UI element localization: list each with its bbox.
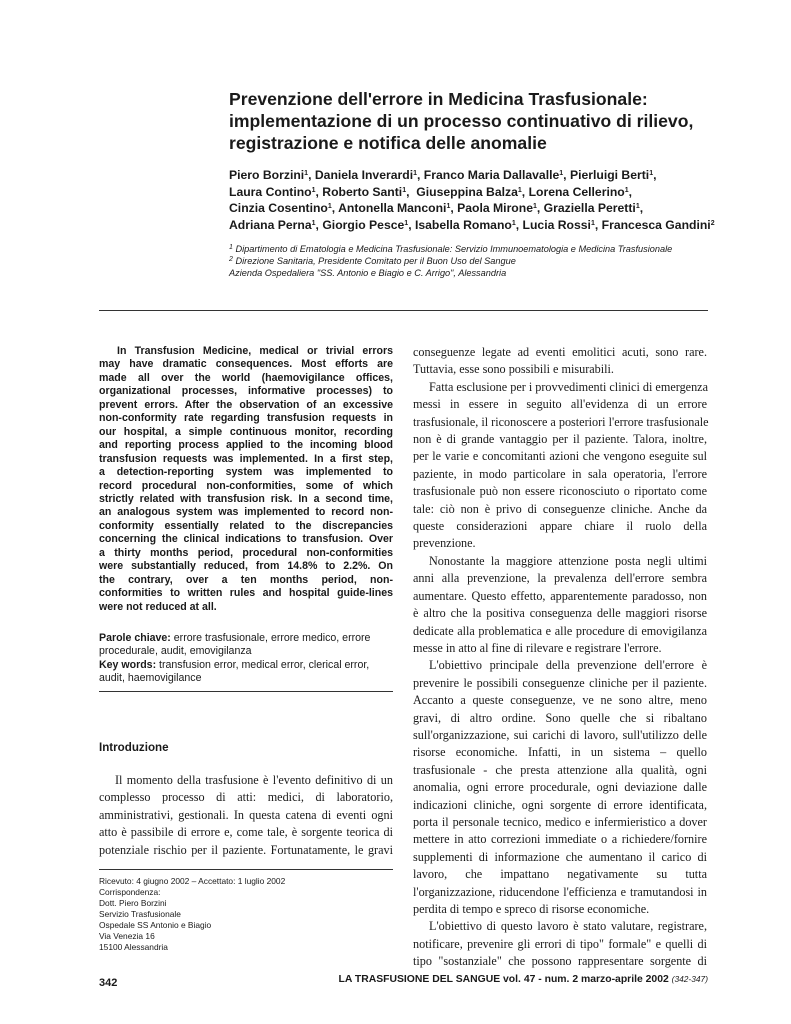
text-line: per le varie e concomitanti azioni che vengono eseguite sul bbox=[413, 449, 707, 464]
note-line: Corrispondenza: bbox=[99, 887, 161, 897]
section-heading: Introduzione bbox=[99, 741, 169, 754]
text-line: non è di grande vantaggio per il paziente. Talora, inoltre, bbox=[413, 432, 707, 447]
text-line: notificare, prevenire gli errori di tipo" formale" e quelli di bbox=[413, 936, 707, 951]
text-line: gravi, di altro ordine. Sono quelle che si ribaltano bbox=[413, 710, 707, 725]
text-line: paziente, in modo particolare in sala operatoria, l'errore bbox=[413, 466, 707, 481]
affiliation-number: 2 bbox=[229, 256, 233, 263]
author-list bbox=[229, 167, 729, 233]
text-line: trasfusionale, il riconoscere a posteriori l'errore trasfusionale bbox=[413, 414, 709, 429]
affiliation-marker: 1 bbox=[532, 203, 537, 210]
note-line: Ospedale SS Antonio e Biagio bbox=[99, 920, 212, 930]
author-separator: , bbox=[331, 201, 339, 215]
text-line: messi in essere in seguito all'evidenza di un errore bbox=[413, 397, 707, 412]
text-line: perdita di tempo e spreco di risorse economiche. bbox=[413, 902, 650, 916]
author-name: Lucia Rossi bbox=[522, 217, 591, 232]
note-line: Servizio Trasfusionale bbox=[99, 909, 181, 919]
abstract-line: concerning the clinical indications to transfusion. Over bbox=[99, 533, 393, 546]
author-name: Paola Mirone bbox=[457, 201, 533, 215]
affiliation-marker: 1 bbox=[649, 170, 654, 177]
text-line: queste considerazioni appare chiare il ruolo della bbox=[413, 519, 707, 534]
text-line: tipo "sostanziale" che possono rappresentare sorgente di bbox=[413, 954, 707, 969]
affiliation-line bbox=[229, 255, 729, 267]
author-line bbox=[229, 167, 729, 184]
author-name: Antonella Manconi bbox=[338, 201, 447, 215]
author-name: Graziella Peretti bbox=[543, 201, 636, 215]
affiliation-marker: 1 bbox=[311, 219, 316, 227]
abstract-line: and reporting process applied to the incoming blood bbox=[99, 439, 393, 452]
text-line: l'organizzazione, riducendone l'efficienza e tramutandosi in bbox=[413, 884, 707, 899]
abstract-line: conformity essentially related to the discrepancies bbox=[99, 519, 393, 532]
affiliation-marker: 1 bbox=[635, 203, 640, 210]
author-name: Franco Maria Dallavalle bbox=[423, 168, 560, 182]
author-name: Piero Borzini bbox=[229, 168, 305, 182]
journal-footer bbox=[328, 974, 708, 985]
text-line: trasfusionale può non essere riconosciuto o riportato come bbox=[413, 484, 707, 499]
affiliation-marker: 1 bbox=[511, 219, 516, 227]
text-line: Fatta esclusione per i provvedimenti clinici di emergenza bbox=[429, 379, 708, 394]
footnote-divider bbox=[99, 869, 393, 870]
affiliation-marker: 1 bbox=[590, 219, 595, 227]
text-line: dedicate alla problematica e alle procedure di emovigilanza bbox=[413, 623, 707, 638]
text-line: porta il personale tecnico, medico e infermieristico a dover bbox=[413, 814, 707, 829]
abstract-line: prevent errors. After the observation of an excessive bbox=[99, 398, 393, 411]
affiliation-marker: 2 bbox=[710, 219, 715, 227]
abstract-line: a thirty months period, procedural non-conformities bbox=[99, 546, 393, 559]
text-line: Il momento della trasfusione è l'evento definitivo di un bbox=[115, 773, 393, 787]
abstract-line: may have dramatic consequences. Most efforts are bbox=[99, 358, 393, 371]
abstract-line: non-conformity rate regarding transfusion requests in bbox=[99, 412, 393, 425]
abstract-line: were substantially reduced, from 14.8% to 2.2%. On bbox=[99, 560, 393, 573]
author-separator: , bbox=[563, 168, 570, 182]
abstract-line: were not reduced at all. bbox=[99, 600, 217, 613]
author-separator: , bbox=[417, 168, 424, 182]
keywords-label: Key words: bbox=[99, 659, 157, 671]
affiliation-marker: 1 bbox=[404, 219, 409, 227]
journal-citation: LA TRASFUSIONE DEL SANGUE vol. 47 - num. 2 marzo-aprile 2002 bbox=[338, 974, 669, 985]
author-separator: , bbox=[536, 201, 544, 215]
text-line: mettere in atto correzioni immediate o a richiedere/fornire bbox=[413, 832, 707, 847]
author-separator: , bbox=[315, 184, 323, 199]
text-line: complesso processo di atti: medici, di laboratorio, bbox=[99, 790, 393, 805]
abstract-line: organizational processes, informative processes) to bbox=[99, 385, 393, 398]
text-line: L'obiettivo principale della prevenzione dell'errore è bbox=[429, 658, 707, 673]
note-line: Dott. Piero Borzini bbox=[99, 898, 167, 908]
keywords-text: transfusion error, medical error, clerical error, audit, haemovigilance bbox=[99, 659, 370, 685]
page-number: 342 bbox=[99, 977, 118, 989]
author-separator: , bbox=[515, 217, 523, 232]
article-title bbox=[229, 88, 729, 154]
abstract-line: In Transfusion Medicine, medical or trivial errors bbox=[117, 345, 393, 357]
abstract-line: the contrary, over a ten months period, non- bbox=[99, 573, 393, 586]
note-line: 15100 Alessandria bbox=[99, 942, 168, 952]
text-line: tale: ciò non è privo di conseguenze cliniche. Anche da bbox=[413, 501, 707, 516]
text-line: L'obiettivo di questo lavoro è stato valutare, registrare, bbox=[429, 919, 707, 934]
note-line: Ricevuto: 4 giugno 2002 – Accettato: 1 luglio 2002 bbox=[99, 876, 286, 886]
affiliation-text: Azienda Ospedaliera "SS. Antonio e Biagio e C. Arrigo", Alessandria bbox=[229, 268, 507, 278]
author-separator: , bbox=[406, 184, 417, 199]
author-name: Laura Contino bbox=[229, 184, 312, 199]
text-line: risorse economiche. Infatti, in un sistema – quello bbox=[413, 745, 707, 760]
text-line: anomalia, ogni errore procedurale, ogni deviazione dalle bbox=[413, 780, 707, 795]
abstract-line: an analogous system was implemented to record non- bbox=[99, 506, 393, 519]
affiliation-marker: 1 bbox=[413, 170, 417, 177]
author-separator: , bbox=[315, 217, 323, 232]
author-name: Adriana Perna bbox=[229, 217, 312, 232]
text-line: Tuttavia, esse sono possibili e misurabili. bbox=[413, 362, 614, 377]
author-separator: , bbox=[628, 184, 633, 199]
title-line: registrazione e notifica delle anomalie bbox=[229, 133, 547, 153]
abstract-line: our hospital, a simple continuous monitor, recording bbox=[99, 425, 393, 438]
text-line: sull'organizzazione, sui carichi di lavoro, sull'utilizzo delle bbox=[413, 727, 707, 742]
page-range: (342-347) bbox=[671, 974, 708, 984]
affiliation-marker: 1 bbox=[311, 186, 316, 194]
text-line: aumentare. Questo effetto, apparentemente paradosso, non bbox=[413, 588, 707, 603]
author-separator: , bbox=[521, 184, 529, 199]
author-separator: , bbox=[308, 168, 315, 182]
text-line: anni alla prevenzione, la prevalenza dell'errore sembra bbox=[413, 571, 707, 586]
keywords-text: errore trasfusionale, errore medico, errore procedurale, audit, emovigilanza bbox=[99, 632, 371, 658]
text-line: indicazioni cliniche, ogni sorgente di errore identificata, bbox=[413, 797, 707, 812]
text-line: atto è passibile di errore e, come tale, è sorgente teorica di bbox=[99, 825, 393, 840]
abstract bbox=[99, 345, 393, 614]
abstract-line: strictly related with transfusion risk. In a second time, bbox=[99, 492, 393, 505]
affiliation-marker: 1 bbox=[327, 203, 332, 210]
author-line bbox=[229, 217, 729, 234]
affiliation-marker: 1 bbox=[402, 186, 407, 194]
text-line: Nonostante la maggiore attenzione posta negli ultimi bbox=[429, 553, 707, 568]
affiliation-line bbox=[229, 267, 729, 279]
author-name: Francesca Gandini bbox=[601, 217, 711, 232]
author-separator: , bbox=[594, 217, 602, 232]
author-separator: , bbox=[653, 168, 657, 182]
header-divider bbox=[99, 310, 708, 311]
text-line: supplementi di informazione che aumentano il carico di bbox=[413, 849, 707, 864]
author-separator: , bbox=[408, 217, 415, 232]
abstract-divider bbox=[99, 691, 393, 692]
affiliation-marker: 1 bbox=[559, 170, 564, 177]
title-line: Prevenzione dell'errore in Medicina Trasfusionale: bbox=[229, 89, 648, 109]
abstract-line: record procedural non-conformities, some of which bbox=[99, 479, 393, 492]
author-name: Isabella Romano bbox=[414, 217, 512, 232]
author-name: Daniela Inverardi bbox=[314, 168, 414, 182]
correspondence-note bbox=[99, 876, 393, 953]
author-name: Roberto Santi bbox=[322, 184, 403, 199]
keywords-italian bbox=[99, 632, 393, 658]
affiliations bbox=[229, 243, 729, 279]
text-line: messe in atto al fine di rilevare e registrare l'errore. bbox=[413, 640, 662, 655]
introduction-text bbox=[99, 772, 393, 859]
author-line bbox=[229, 200, 729, 217]
affiliation-number: 1 bbox=[229, 244, 233, 251]
affiliation-marker: 1 bbox=[517, 186, 522, 194]
author-name: Lorena Cellerino bbox=[528, 184, 625, 199]
text-line: lavoro, che impattano negativamente su tutta bbox=[413, 867, 707, 882]
text-line: prevenire le possibili conseguenze cliniche per il paziente. bbox=[413, 675, 707, 690]
affiliation-marker: 1 bbox=[624, 186, 629, 194]
keywords-english bbox=[99, 659, 393, 685]
abstract-line: a detection-reporting system was implemented to bbox=[99, 466, 393, 479]
author-separator: , bbox=[450, 201, 458, 215]
note-line: Via Venezia 16 bbox=[99, 931, 155, 941]
keywords-label: Parole chiave: bbox=[99, 632, 171, 644]
author-line bbox=[229, 184, 729, 201]
author-name: Giuseppina Balza bbox=[416, 184, 518, 199]
affiliation-marker: 1 bbox=[304, 170, 309, 177]
text-line: amministrativi, gestionali. In questa catena di eventi ogni bbox=[99, 807, 393, 822]
body-text-right bbox=[413, 344, 707, 971]
text-line: conseguenze legate ad eventi emolitici acuti, sono rare. bbox=[413, 345, 707, 359]
abstract-line: transfusion requests was implemented. In a first step, bbox=[99, 452, 393, 465]
abstract-line: conformities to written rules and hospital guide-lines bbox=[99, 587, 393, 600]
affiliation-line bbox=[229, 243, 729, 255]
text-line: è altro che la positiva conseguenza delle maggiori risorse bbox=[413, 606, 707, 621]
author-separator: , bbox=[639, 201, 644, 215]
title-line: implementazione di un processo continuativo di rilievo, bbox=[229, 111, 694, 131]
text-line: Accanto a queste conseguenze, ve ne sono altre, meno bbox=[413, 693, 707, 708]
author-name: Giorgio Pesce bbox=[322, 217, 405, 232]
text-line: trasfusionale - che presta attenzione alla qualità, ogni bbox=[413, 762, 707, 777]
affiliation-text: Dipartimento di Ematologia e Medicina Trasfusionale: Servizio Immunoematologia e Medicina Trasfusionale bbox=[232, 244, 673, 254]
text-line: prevenzione. bbox=[413, 536, 476, 551]
text-line: potenziale rischio per il paziente. Fortunatamente, le gravi bbox=[99, 842, 393, 857]
author-name: Pierluigi Berti bbox=[569, 168, 650, 182]
author-name: Cinzia Cosentino bbox=[229, 201, 328, 215]
affiliation-marker: 1 bbox=[446, 203, 451, 210]
abstract-line: made all over the world (haemovigilance offices, bbox=[99, 371, 393, 384]
affiliation-text: Direzione Sanitaria, Presidente Comitato per il Buon Uso del Sangue bbox=[232, 256, 516, 266]
